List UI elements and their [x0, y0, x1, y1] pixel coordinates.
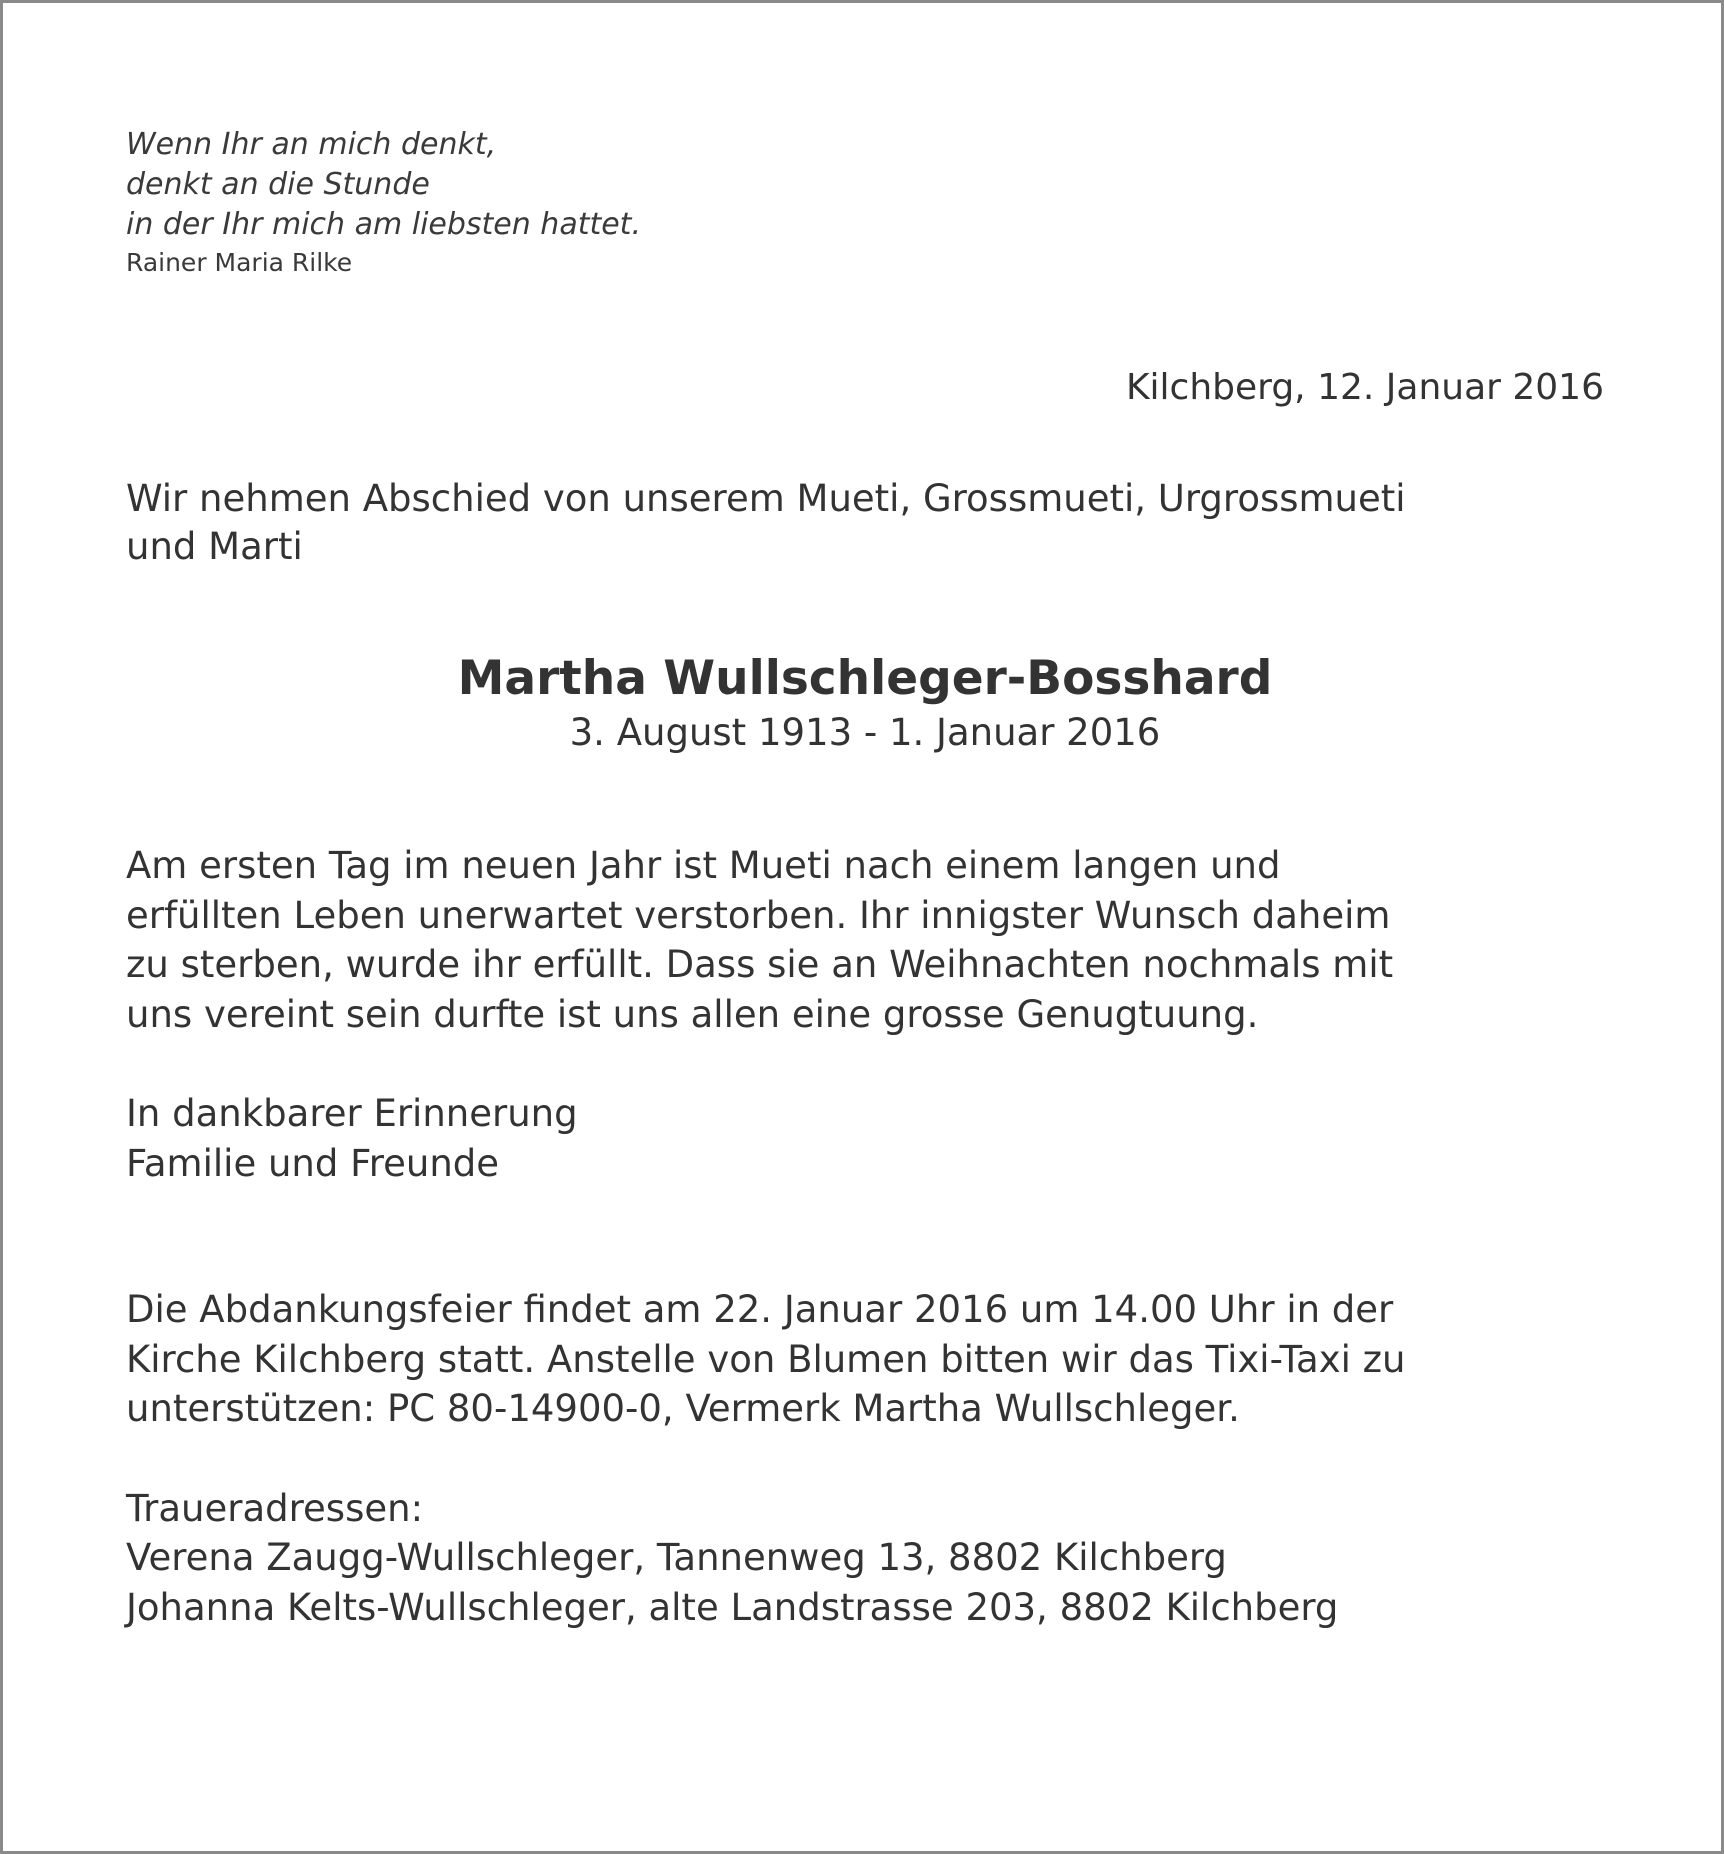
- announcement-line: Am ersten Tag im neuen Jahr ist Mueti nach einem langen und: [126, 844, 1281, 887]
- motto-line: in der Ihr mich am liebsten hattet.: [126, 207, 641, 242]
- motto-line: Wenn Ihr an mich denkt,: [126, 127, 497, 162]
- deceased-block: [126, 651, 1604, 759]
- address-entry: Johanna Kelts-Wullschleger, alte Landstrasse 203, 8802 Kilchberg: [126, 1585, 1339, 1629]
- ceremony-line: unterstützen: PC 80-14900-0, Vermerk Martha Wullschleger.: [126, 1387, 1240, 1430]
- announcement-paragraph: [126, 841, 1604, 1039]
- announcement-line: erfüllten Leben unerwartet verstorben. Ihr innigster Wunsch daheim: [126, 893, 1391, 937]
- addresses-heading: Traueradressen:: [126, 1486, 424, 1530]
- closing-signature: [126, 1089, 1604, 1188]
- closing-line: In dankbarer Erinnerung: [126, 1092, 578, 1135]
- mourning-addresses: [126, 1484, 1604, 1633]
- motto-line: denkt an die Stunde: [126, 167, 430, 202]
- motto-quote: [126, 125, 1604, 281]
- notice-content: [126, 125, 1604, 1632]
- motto-author: Rainer Maria Rilke: [126, 248, 353, 277]
- place-date: Kilchberg, 12. Januar 2016: [1125, 367, 1604, 408]
- deceased-name: Martha Wullschleger-Bosshard: [457, 651, 1273, 706]
- farewell-line: Wir nehmen Abschied von unserem Mueti, Grossmueti, Urgrossmueti: [126, 477, 1406, 520]
- announcement-line: zu sterben, wurde ihr erfüllt. Dass sie an Weihnachten nochmals mit: [126, 943, 1394, 986]
- ceremony-line: Kirche Kilchberg statt. Anstelle von Blumen bitten wir das Tixi-Taxi zu: [126, 1337, 1406, 1381]
- ceremony-line: Die Abdankungsfeier findet am 22. Januar 2016 um 14.00 Uhr in der: [126, 1288, 1394, 1331]
- announcement-line: uns vereint sein durfte ist uns allen eine grosse Genugtuung.: [126, 992, 1259, 1036]
- address-entry: Verena Zaugg-Wullschleger, Tannenweg 13, 8802 Kilchberg: [126, 1536, 1227, 1579]
- closing-line: Familie und Freunde: [126, 1141, 500, 1185]
- farewell-text: [126, 475, 1604, 571]
- deceased-dates: 3. August 1913 - 1. Januar 2016: [569, 711, 1161, 754]
- farewell-line: und Marti: [126, 525, 303, 568]
- ceremony-paragraph: [126, 1285, 1604, 1434]
